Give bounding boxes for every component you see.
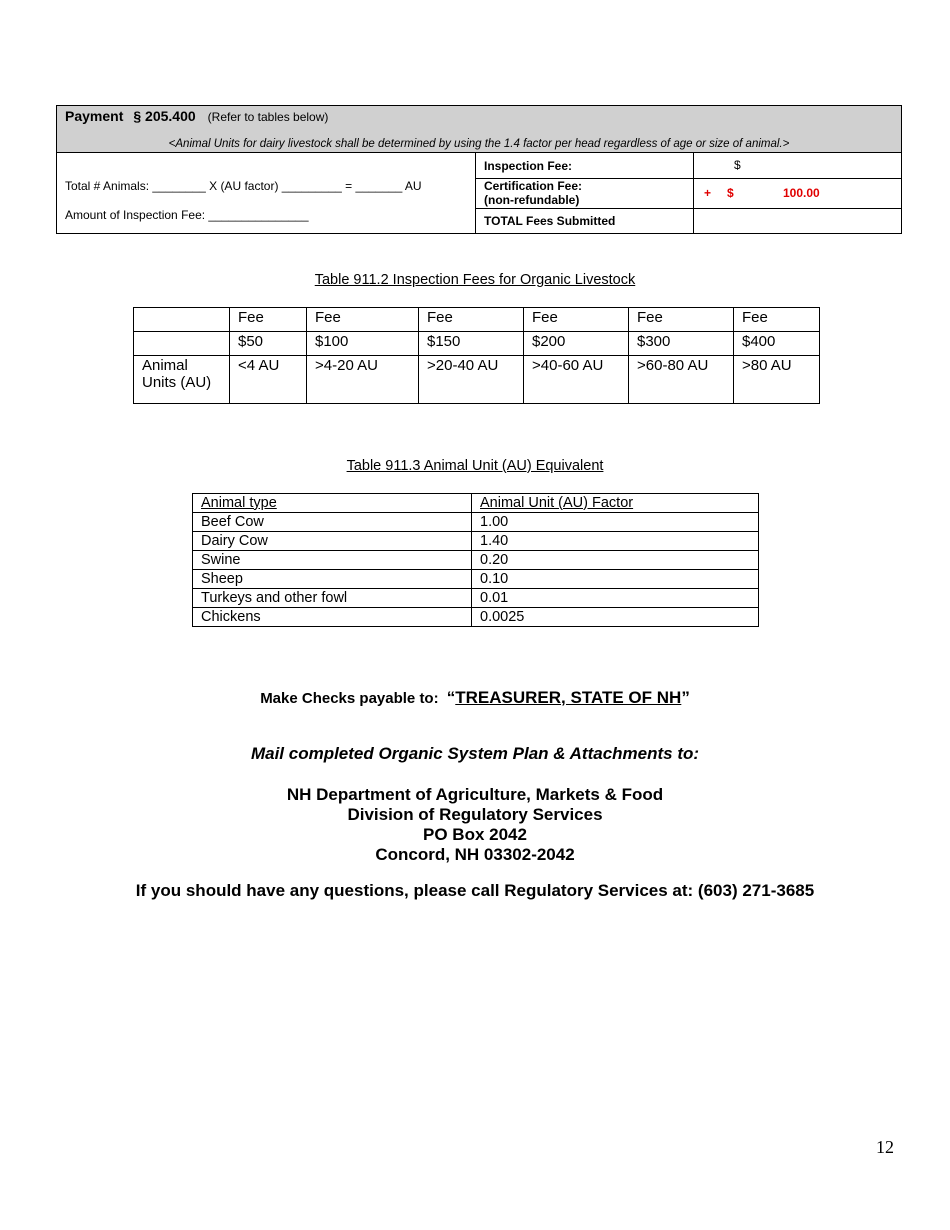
address-line: PO Box 2042 bbox=[423, 825, 527, 844]
fee-table-row-animal-units bbox=[134, 356, 820, 404]
mail-heading: Mail completed Organic System Plan & Attachments to: bbox=[250, 744, 700, 763]
au-factor: 1.00 bbox=[472, 513, 759, 532]
au-animal-type: Turkeys and other fowl bbox=[193, 589, 472, 608]
payee-name: TREASURER, STATE OF NH bbox=[455, 688, 682, 707]
inspection-fee-value bbox=[694, 153, 901, 178]
inspection-fee-row bbox=[476, 153, 901, 179]
inspection-fee-dollar: $ bbox=[734, 158, 741, 172]
au-animal-type: Sheep bbox=[193, 570, 472, 589]
fee-cell: $200 bbox=[524, 332, 629, 356]
certification-fee-row bbox=[476, 178, 901, 209]
au-table-row bbox=[193, 532, 759, 551]
total-fees-value bbox=[694, 208, 901, 234]
fee-cell: $50 bbox=[230, 332, 307, 356]
payee-close-quote: ” bbox=[681, 688, 690, 707]
total-animals-line: Total # Animals: ________ X (AU factor) _________ = _______ AU bbox=[65, 179, 422, 193]
au-table-row bbox=[193, 570, 759, 589]
fee-cell: $400 bbox=[734, 332, 820, 356]
inspection-fee-amount-line: Amount of Inspection Fee: _______________ bbox=[65, 208, 309, 222]
certification-fee-nonrefundable: (non-refundable) bbox=[484, 193, 580, 207]
inspection-fee-label: Inspection Fee: bbox=[476, 153, 694, 178]
fee-table-row-amounts bbox=[134, 332, 820, 356]
payment-animal-units-note: <Animal Units for dairy livestock shall be determined by using the 1.4 factor per head regardless of age or size of animal.> bbox=[168, 138, 790, 150]
au-animal-type: Chickens bbox=[193, 608, 472, 627]
fee-cell bbox=[134, 332, 230, 356]
questions-contact: If you should have any questions, please call Regulatory Services at: (603) 271-3685 bbox=[135, 881, 815, 900]
certification-fee-label bbox=[476, 178, 694, 208]
certification-fee-label-text: Certification Fee: bbox=[484, 179, 583, 193]
fee-cell: >60-80 AU bbox=[629, 356, 734, 404]
payment-refer-note: (Refer to tables below) bbox=[207, 110, 329, 124]
fee-cell: <4 AU bbox=[230, 356, 307, 404]
address-line: Concord, NH 03302-2042 bbox=[375, 845, 575, 864]
certification-plus: + bbox=[704, 186, 712, 200]
au-factor: 0.20 bbox=[472, 551, 759, 570]
fee-cell: Fee bbox=[524, 308, 629, 332]
payment-title bbox=[65, 108, 328, 124]
mailing-address bbox=[0, 785, 950, 865]
au-factor: 0.0025 bbox=[472, 608, 759, 627]
animal-unit-table bbox=[192, 493, 759, 627]
total-fees-label: TOTAL Fees Submitted bbox=[476, 208, 694, 234]
inspection-fees-table bbox=[133, 307, 820, 404]
payment-title-text: Payment bbox=[65, 108, 124, 124]
fee-cell bbox=[134, 308, 230, 332]
au-header-factor: Animal Unit (AU) Factor bbox=[472, 494, 759, 513]
fee-summary-grid bbox=[475, 153, 901, 233]
checks-payable bbox=[0, 688, 950, 708]
fee-cell: $100 bbox=[307, 332, 419, 356]
fee-cell: $300 bbox=[629, 332, 734, 356]
au-animal-type: Swine bbox=[193, 551, 472, 570]
fee-cell: Animal Units (AU) bbox=[134, 356, 230, 404]
au-table-row bbox=[193, 513, 759, 532]
address-line: Division of Regulatory Services bbox=[347, 805, 603, 824]
au-table-row bbox=[193, 589, 759, 608]
fee-cell: >80 AU bbox=[734, 356, 820, 404]
au-header-animal-type: Animal type bbox=[193, 494, 472, 513]
fee-cell: $150 bbox=[419, 332, 524, 356]
fee-cell: Fee bbox=[629, 308, 734, 332]
payment-calculation bbox=[65, 172, 422, 230]
fee-cell: Fee bbox=[230, 308, 307, 332]
au-factor: 0.01 bbox=[472, 589, 759, 608]
payment-box bbox=[56, 105, 902, 234]
fee-cell: Fee bbox=[734, 308, 820, 332]
payee-open-quote: “ bbox=[446, 688, 456, 707]
fee-table-row-header bbox=[134, 308, 820, 332]
payment-header bbox=[57, 106, 901, 153]
fee-cell: >40-60 AU bbox=[524, 356, 629, 404]
au-factor: 0.10 bbox=[472, 570, 759, 589]
au-table-caption: Table 911.3 Animal Unit (AU) Equivalent bbox=[346, 458, 604, 474]
au-table-row bbox=[193, 551, 759, 570]
total-fees-row bbox=[476, 208, 901, 234]
au-factor: 1.40 bbox=[472, 532, 759, 551]
certification-dollar: $ bbox=[727, 186, 734, 200]
checks-label: Make Checks payable to: bbox=[260, 690, 439, 707]
fee-cell: >4-20 AU bbox=[307, 356, 419, 404]
fee-cell: Fee bbox=[307, 308, 419, 332]
fee-cell: >20-40 AU bbox=[419, 356, 524, 404]
au-animal-type: Beef Cow bbox=[193, 513, 472, 532]
certification-fee-value bbox=[694, 178, 901, 208]
au-table-row bbox=[193, 608, 759, 627]
page-number: 12 bbox=[876, 1137, 894, 1157]
fee-cell: Fee bbox=[419, 308, 524, 332]
certification-amount: 100.00 bbox=[783, 186, 820, 200]
address-line: NH Department of Agriculture, Markets & Food bbox=[286, 785, 664, 804]
au-table-header bbox=[193, 494, 759, 513]
fee-table-caption: Table 911.2 Inspection Fees for Organic Livestock bbox=[314, 272, 636, 288]
au-animal-type: Dairy Cow bbox=[193, 532, 472, 551]
payment-section: § 205.400 bbox=[133, 108, 196, 124]
